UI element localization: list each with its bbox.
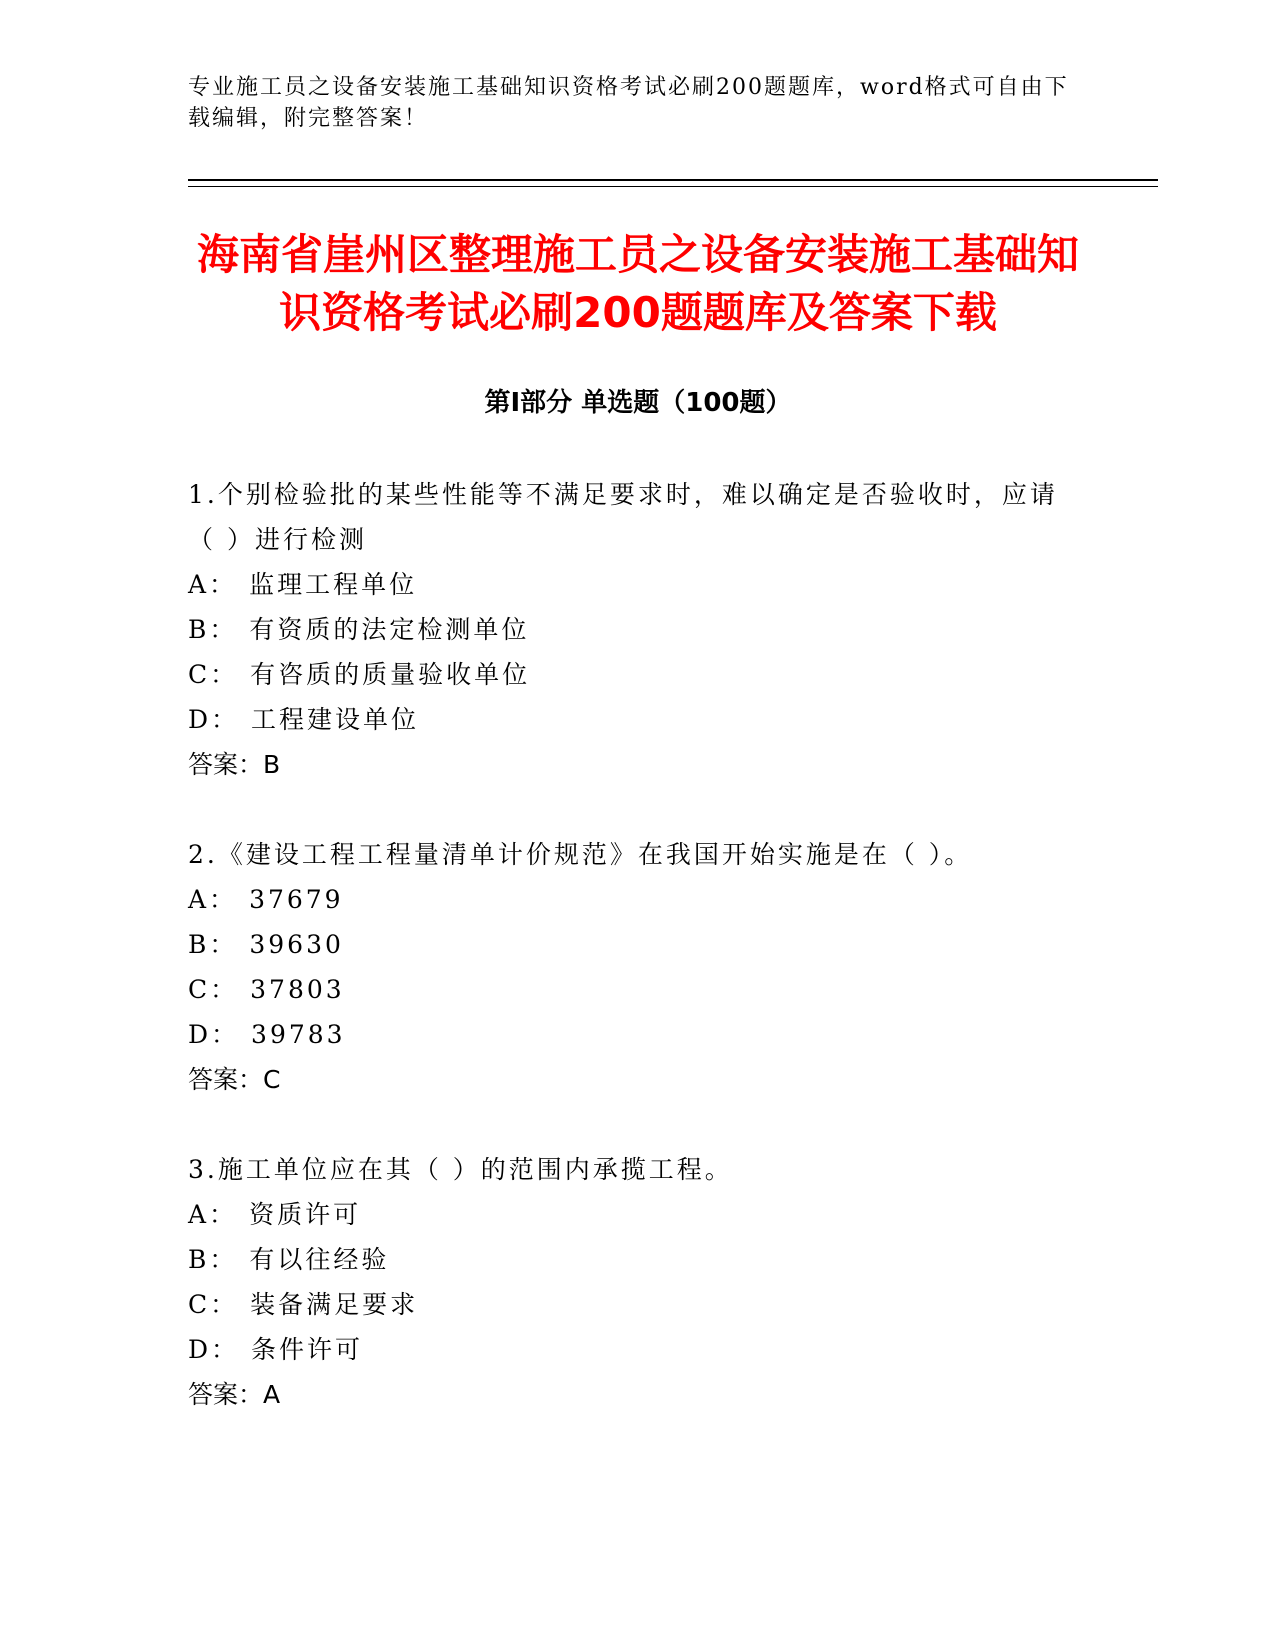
option-text: 37803	[250, 975, 345, 1004]
option-letter: D：	[188, 1335, 240, 1364]
option-b	[188, 1237, 1068, 1282]
option-letter: A：	[188, 570, 238, 599]
option-a	[188, 877, 1068, 922]
option-text: 39783	[251, 1020, 346, 1049]
option-a	[188, 562, 1068, 607]
option-text: 条件许可	[251, 1335, 364, 1364]
option-letter: B：	[188, 930, 238, 959]
option-c	[188, 652, 1068, 697]
section-title: 第Ⅰ部分 单选题（100题）	[484, 388, 792, 418]
option-d	[188, 1012, 1068, 1057]
option-text: 装备满足要求	[250, 1290, 419, 1319]
answer: 答案：A	[188, 1380, 281, 1409]
answer: 答案：C	[188, 1065, 281, 1094]
option-d	[188, 1327, 1068, 1372]
option-text: 有以往经验	[249, 1245, 390, 1274]
option-text: 有资质的法定检测单位	[249, 615, 530, 644]
option-b	[188, 922, 1068, 967]
question-2	[188, 832, 1068, 1102]
option-letter: D：	[188, 705, 240, 734]
option-text: 工程建设单位	[251, 705, 420, 734]
answer: 答案：B	[188, 750, 281, 779]
option-d	[188, 697, 1068, 742]
option-letter: B：	[188, 615, 238, 644]
option-c	[188, 967, 1068, 1012]
option-text: 有咨质的质量验收单位	[250, 660, 531, 689]
option-letter: D：	[188, 1020, 240, 1049]
option-letter: B：	[188, 1245, 238, 1274]
question-1	[188, 472, 1068, 787]
option-letter: C：	[188, 660, 239, 689]
header-divider-thin	[188, 186, 1158, 187]
header-divider-thick	[188, 179, 1158, 181]
question-stem: 3.施工单位应在其（ ）的范围内承揽工程。	[188, 1155, 733, 1184]
option-text: 资质许可	[249, 1200, 362, 1229]
option-letter: C：	[188, 1290, 239, 1319]
option-c	[188, 1282, 1068, 1327]
document-title: 海南省崖州区整理施工员之设备安装施工基础知识资格考试必刷200题题库及答案下载	[196, 230, 1079, 337]
option-text: 37679	[249, 885, 344, 914]
option-a	[188, 1192, 1068, 1237]
option-text: 39630	[249, 930, 344, 959]
header-note: 专业施工员之设备安装施工基础知识资格考试必刷200题题库，word格式可自由下载编辑，附完整答案！	[188, 75, 1069, 131]
option-letter: C：	[188, 975, 239, 1004]
question-stem: 1.个别检验批的某些性能等不满足要求时，难以确定是否验收时，应请（ ）进行检测	[188, 480, 1058, 554]
option-b	[188, 607, 1068, 652]
option-letter: A：	[188, 1200, 238, 1229]
question-list	[188, 472, 1068, 1462]
question-3	[188, 1147, 1068, 1417]
question-stem: 2.《建设工程工程量清单计价规范》在我国开始实施是在（ ）。	[188, 840, 973, 869]
option-text: 监理工程单位	[249, 570, 418, 599]
option-letter: A：	[188, 885, 238, 914]
